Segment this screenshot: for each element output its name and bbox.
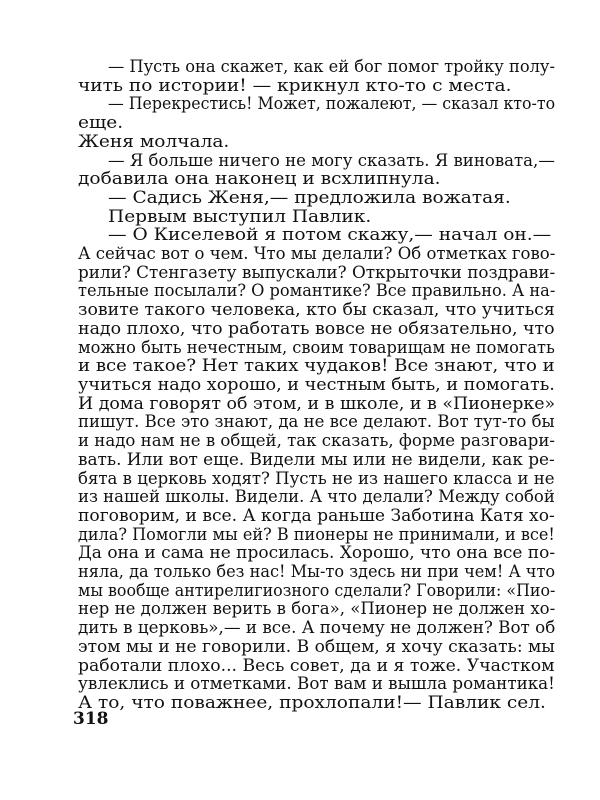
text-line: этом мы и не говорили. В общем, я хочу сказать: мы [78, 637, 555, 657]
text-line: А то, что поважнее, прохлопали!— Павлик сел. [78, 693, 546, 713]
text-line: бята в церковь ходят? Пусть не из нашего класса и не [78, 469, 555, 489]
text-line: Первым выступил Павлик. [108, 207, 372, 227]
text-line: Женя молчала. [78, 132, 230, 152]
text-line: еще. [78, 113, 124, 133]
text-line: пишут. Все это знают, да не все делают. Вот тут-то бы [78, 412, 555, 432]
text-line: поговорим, и все. А когда раньше Заботина Катя хо- [78, 506, 555, 526]
text-line: можно быть нечестным, своим товарищам не помогать [78, 338, 555, 358]
text-line: мы вообще антирелигиозного сделали? Говорили: «Пио- [78, 581, 556, 601]
text-line: и надо нам не в общей, так сказать, форме разговари- [78, 431, 555, 451]
text-line: рили? Стенгазету выпускали? Открыточки поздрави- [78, 263, 556, 283]
text-line: дить в церковь»,— и все. А почему не должен? Вот об [78, 618, 556, 638]
text-line: увлеклись и отметками. Вот вам и вышла романтика! [78, 674, 555, 694]
page-number: 318 [73, 709, 109, 729]
text-line: няла, да только без нас! Мы-то здесь ни при чем! А что [78, 562, 556, 582]
text-line: тельные посылали? О романтике? Все правильно. А на- [78, 281, 556, 301]
text-line: зовите такого человека, кто бы сказал, что учиться [78, 300, 555, 320]
text-line: — Садись Женя,— предложила вожатая. [108, 188, 511, 208]
text-line: чить по истории! — крикнул кто-то с места. [78, 76, 512, 96]
text-line: вать. Или вот еще. Видели мы или не видели, как ре- [78, 450, 555, 470]
text-line: Да она и сама не просилась. Хорошо, что она все по- [78, 543, 556, 563]
text-line: И дома говорят об этом, и в школе, и в «Пионерке» [78, 394, 556, 414]
text-line: дила? Помогли мы ей? В пионеры не принимали, и все! [78, 525, 555, 545]
text-line: из нашей школы. Видели. А что делали? Между собой [78, 487, 555, 507]
text-line: нер не должен верить в бога», «Пионер не должен хо- [78, 599, 556, 619]
text-line: учиться надо хорошо, и честным быть, и помогать. [78, 375, 555, 395]
text-line: работали плохо... Весь совет, да и я тоже. Участком [78, 656, 555, 676]
text-line: — Перекрестись! Может, пожалеют, — сказал кто-то [108, 94, 556, 114]
text-line: и все такое? Нет таких чудаков! Все знают, что и [78, 356, 555, 376]
text-line: А сейчас вот о чем. Что мы делали? Об отметках гово- [78, 244, 556, 264]
text-line: — Я больше ничего не могу сказать. Я виновата,— [108, 151, 555, 171]
text-line: — О Киселевой я потом скажу,— начал он.— [108, 225, 552, 245]
text-line: — Пусть она скажет, как ей бог помог тройку полу- [108, 57, 555, 77]
text-line: добавила она наконец и всхлипнула. [78, 169, 441, 189]
text-line: надо плохо, что работать вовсе не обязательно, что [78, 319, 555, 339]
